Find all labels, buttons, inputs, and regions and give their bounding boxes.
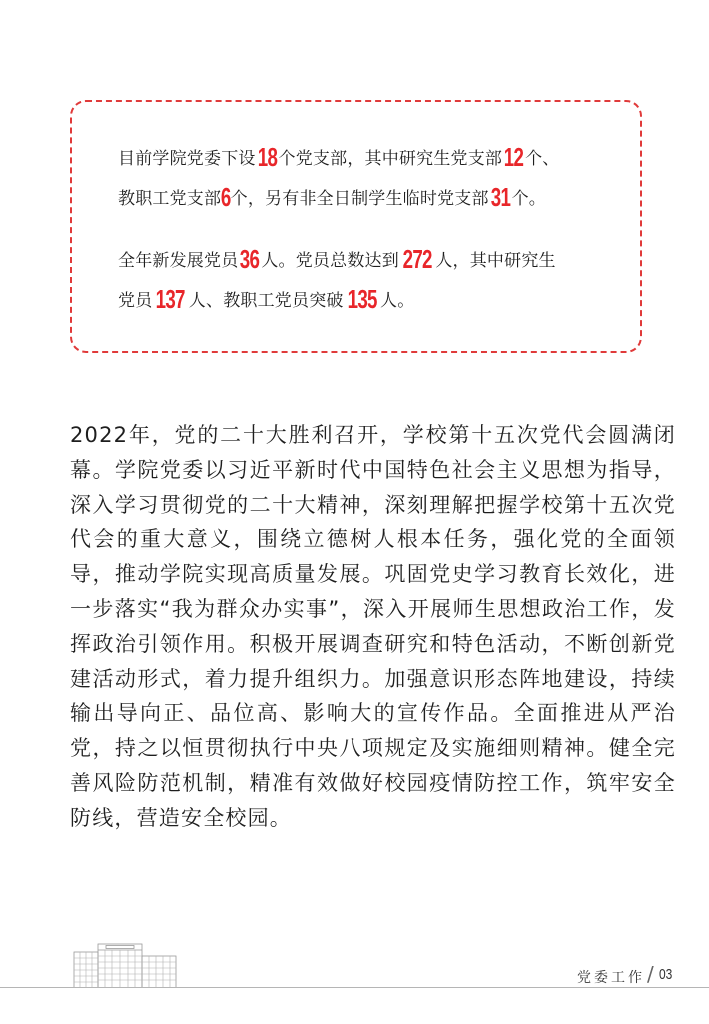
stat-line-branches [118,142,560,172]
footer-section-label: 党委工作 [577,970,645,986]
building-illustration-icon [70,940,180,988]
highlight-stats-box [70,100,642,353]
page-number: 03 [659,966,673,983]
stat-number: 6 [221,182,231,212]
footer-divider [0,987,709,988]
stat-text: 教职工党支部 [118,189,222,209]
stat-line-new-members [118,244,556,274]
stat-text: 个。 [511,189,546,209]
stat-number: 272 [402,244,432,274]
footer-slash: / [647,962,654,986]
stat-text: 个、 [525,149,560,169]
stat-text: 个党支部，其中研究生党支部 [278,149,503,169]
stat-text: 人，其中研究生 [435,251,556,271]
stat-text: 党员 [118,291,153,311]
stat-text: 人。 [380,291,415,311]
stat-number: 36 [240,244,260,274]
stat-text: 目前学院党委下设 [118,149,256,169]
stat-number: 12 [503,142,524,172]
stat-number: 31 [490,182,510,212]
stat-text: 人。党员总数达到 [261,251,399,271]
stat-text: 全年新发展党员 [118,251,239,271]
stat-text: 人、教职工党员突破 [188,291,344,311]
stat-number: 137 [156,284,186,314]
stat-line-member-breakdown [118,284,415,314]
body-paragraph: 2022年，党的二十大胜利召开，学校第十五次党代会圆满闭幕。学院党委以习近平新时代中国特色社会主义思想为指导，深入学习贯彻党的二十大精神，深刻理解把握学校第十五次党代会的重大意义，围绕立德树人根本任务，强化党的全面领导，推动学院实现高质量发展。巩固党史学习教育长效化，进一步落实“我为群众办实事”，深入开展师生思想政治工作，发挥政治引领作用。积极开展调查研究和特色活动，不断创新党建活动形式，着力提升组织力。加强意识形态阵地建设，持续输出导向正、品位高、影响大的宣传作品。全面推进从严治党，持之以恒贯彻执行中央八项规定及实施细则精神。健全完善风险防范机制，精准有效做好校园疫情防控工作，筑牢安全防线，营造安全校园。 [70,423,676,830]
stat-line-staff-branches [118,182,546,212]
stat-text: 个，另有非全日制学生临时党支部 [230,189,489,209]
stat-number: 18 [257,142,277,172]
stat-number: 135 [347,284,377,314]
